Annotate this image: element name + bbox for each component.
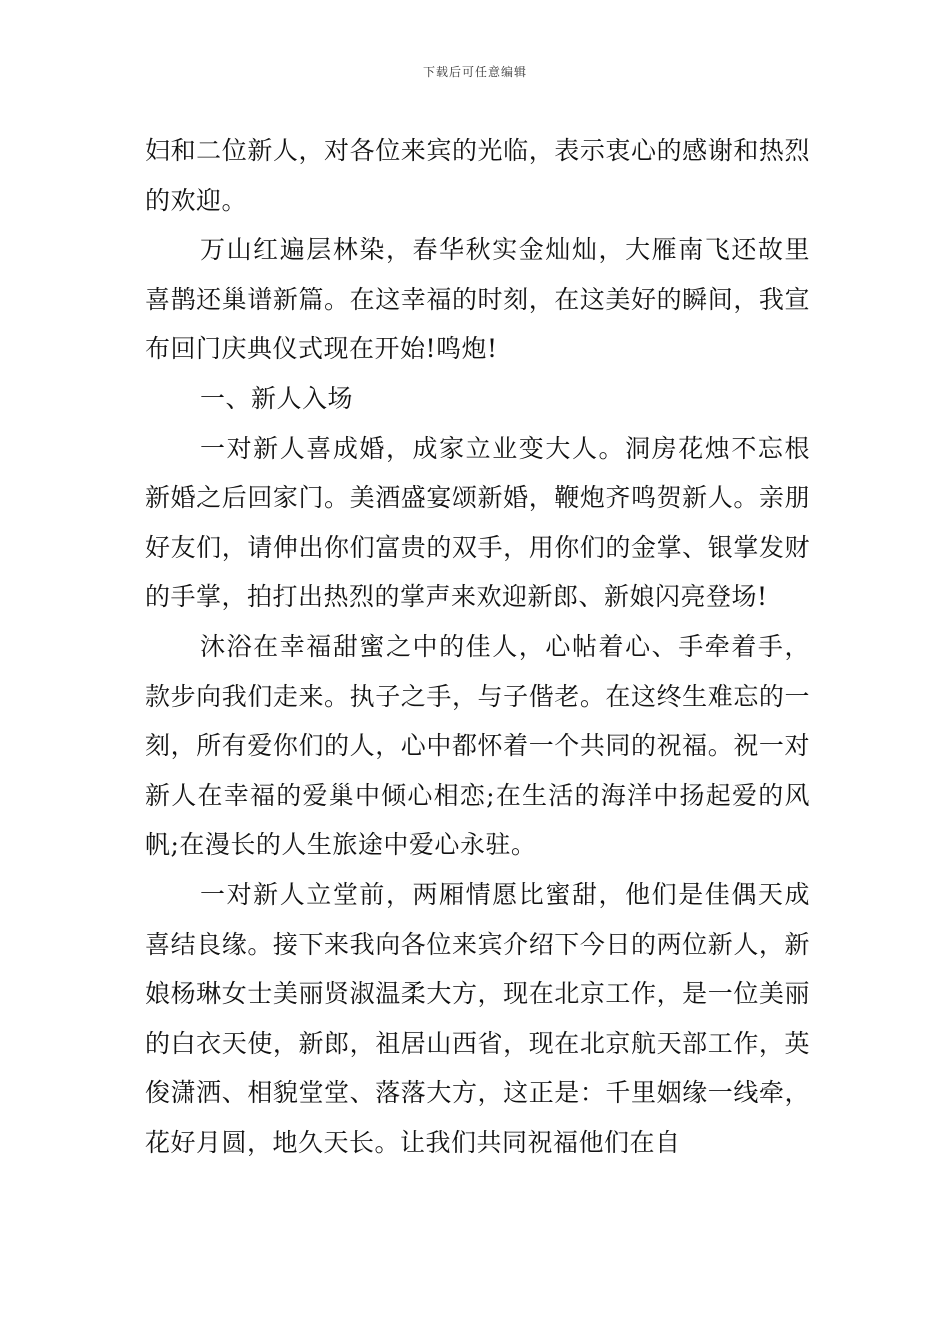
paragraph-welcome: 妇和二位新人，对各位来宾的光临，表示衷心的感谢和热烈的欢迎。: [145, 136, 810, 215]
paragraph-entrance-verse: 一对新人喜成婚，成家立业变大人。洞房花烛不忘根新婚之后回家门。美酒盛宴颂新婚，鞭炮齐鸣贺新人。亲朋好友们，请伸出你们富贵的双手，用你们的金掌、银掌发财的手掌，拍打出热烈的掌声来欢迎新郎、新娘闪亮登场!: [145, 433, 810, 612]
page-header: 下载后可任意编辑: [422, 65, 527, 79]
paragraph-opening-verse: 万山红遍层林染，春华秋实金灿灿，大雁南飞还故里喜鹊还巢谱新篇。在这幸福的时刻，在这美好的瞬间，我宣布回门庆典仪式现在开始!鸣炮!: [145, 235, 810, 364]
document-body: [145, 126, 810, 1167]
paragraph-introduction: 一对新人立堂前，两厢情愿比蜜甜，他们是佳偶天成喜结良缘。接下来我向各位来宾介绍下今日的两位新人，新娘杨琳女士美丽贤淑温柔大方，现在北京工作，是一位美丽的白衣天使，新郎，祖居山西省，现在北京航天部工作，英俊潇洒、相貌堂堂、落落大方，这正是：千里姻缘一线牵，花好月圆，地久天长。让我们共同祝福他们在自: [145, 879, 810, 1157]
paragraph-blessing: 沐浴在幸福甜蜜之中的佳人，心帖着心、手牵着手，款步向我们走来。执子之手，与子偕老。在这终生难忘的一刻，所有爱你们的人，心中都怀着一个共同的祝福。祝一对新人在幸福的爱巢中倾心相恋;在生活的海洋中扬起爱的风帆;在漫长的人生旅途中爱心永驻。: [145, 631, 810, 860]
section-heading-entrance: 一、新人入场: [200, 383, 354, 413]
